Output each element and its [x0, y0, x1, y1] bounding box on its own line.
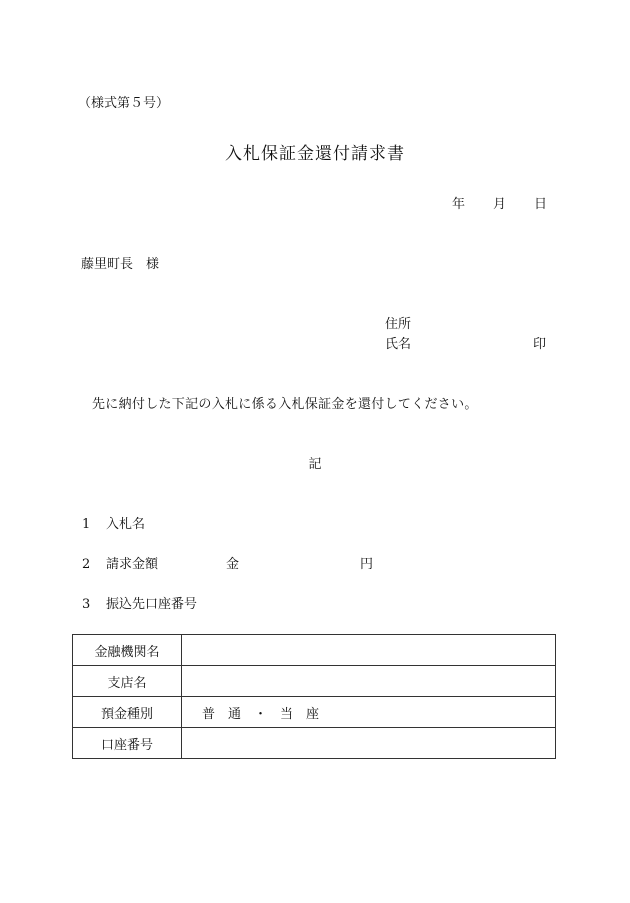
table-row — [73, 666, 556, 697]
item-number-2: 2 — [82, 557, 91, 572]
amount-prefix: 金 — [226, 557, 240, 572]
account-number-field[interactable] — [182, 728, 556, 759]
branch-name-label: 支店名 — [73, 666, 182, 697]
item-label-claim-amount: 請求金額 — [106, 557, 159, 572]
deposit-type-options[interactable]: 普 通 ・ 当 座 — [182, 697, 556, 728]
amount-suffix: 円 — [360, 557, 374, 572]
date-day-label: 日 — [534, 197, 548, 212]
bank-name-field[interactable] — [182, 635, 556, 666]
seal-mark: 印 — [533, 337, 547, 352]
request-statement: 先に納付した下記の入札に係る入札保証金を還付してください。 — [92, 397, 478, 412]
form-number: （様式第５号） — [78, 96, 170, 111]
branch-name-field[interactable] — [182, 666, 556, 697]
account-number-label: 口座番号 — [73, 728, 182, 759]
item-label-account-number: 振込先口座番号 — [106, 597, 198, 612]
deposit-type-label: 預金種別 — [73, 697, 182, 728]
address-label: 住所 — [385, 317, 412, 332]
bank-account-table — [72, 634, 556, 759]
table-row — [73, 697, 556, 728]
document-title: 入札保証金還付請求書 — [225, 144, 405, 164]
table-row — [73, 728, 556, 759]
bank-name-label: 金融機関名 — [73, 635, 182, 666]
date-month-label: 月 — [493, 197, 507, 212]
recipient: 藤里町長 様 — [81, 257, 160, 272]
date-year-label: 年 — [452, 197, 466, 212]
item-label-bid-name: 入札名 — [106, 517, 146, 532]
item-number-3: 3 — [82, 597, 91, 612]
ki-heading: 記 — [308, 457, 322, 472]
name-label: 氏名 — [385, 337, 412, 352]
table-row — [73, 635, 556, 666]
item-number-1: 1 — [82, 517, 91, 532]
